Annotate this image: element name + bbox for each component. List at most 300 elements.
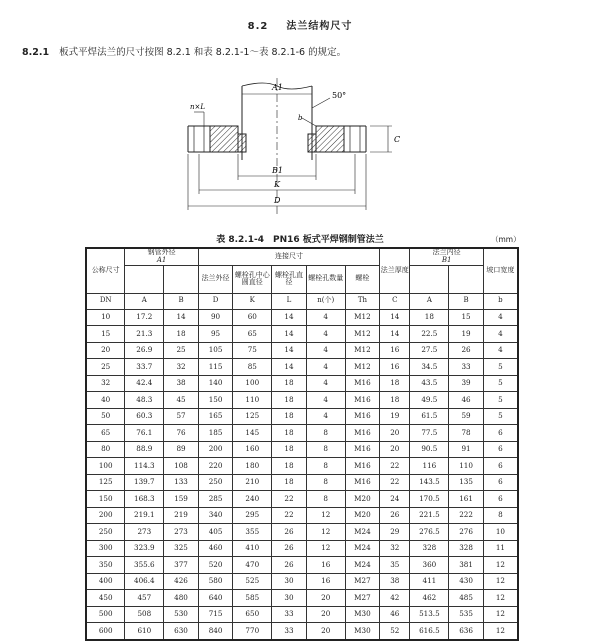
table-cell: 46 [380, 606, 410, 623]
table-cell: 45 [164, 392, 199, 409]
table-cell: 80 [86, 441, 125, 458]
table-cell: 18 [272, 375, 307, 392]
label-b: b [298, 114, 303, 122]
table-cell: 14 [164, 309, 199, 326]
table-cell: 8 [306, 458, 345, 475]
table-cell: 35 [380, 557, 410, 574]
table-row [86, 557, 518, 574]
table-cell: 75 [233, 342, 272, 359]
table-cell: M16 [345, 392, 380, 409]
table-cell: 381 [449, 557, 484, 574]
table-cell: 5 [483, 392, 518, 409]
table-cell: M20 [345, 507, 380, 524]
table-cell: M24 [345, 540, 380, 557]
table-cell: 125 [233, 408, 272, 425]
table-cell: 273 [125, 524, 164, 541]
table-cell: 26.9 [125, 342, 164, 359]
table-cell: 715 [198, 606, 233, 623]
header-flange-od: 法兰外径 [198, 265, 233, 293]
table-cell: 8 [483, 507, 518, 524]
table-cell: 40 [86, 392, 125, 409]
table-cell: 16 [306, 573, 345, 590]
table-cell: 4 [306, 375, 345, 392]
table-cell: 650 [233, 606, 272, 623]
table-cell: 222 [449, 507, 484, 524]
header-nominal: 公称尺寸 [86, 248, 125, 293]
table-cell: 108 [164, 458, 199, 475]
table-cell: 485 [449, 590, 484, 607]
table-row [86, 425, 518, 442]
table-cell: 12 [483, 623, 518, 640]
section-title [0, 17, 600, 32]
table-cell: M30 [345, 606, 380, 623]
table-cell: 5 [483, 408, 518, 425]
table-row [86, 458, 518, 475]
table-cell: M27 [345, 590, 380, 607]
table-cell: 22 [380, 458, 410, 475]
table-cell: 59 [449, 408, 484, 425]
table-cell: 276 [449, 524, 484, 541]
symbol-cell: DN [86, 293, 125, 309]
table-cell: 43.5 [410, 375, 449, 392]
table-cell: 11 [483, 540, 518, 557]
table-cell: 32 [86, 375, 125, 392]
table-cell: M27 [345, 573, 380, 590]
header-bore [410, 248, 483, 265]
table-cell: 33 [272, 623, 307, 640]
table-cell: 25 [164, 342, 199, 359]
table-cell: 20 [306, 623, 345, 640]
table-cell: 405 [198, 524, 233, 541]
table-cell: 16 [306, 557, 345, 574]
table-cell: 4 [306, 408, 345, 425]
header-bore-sub: B1 [441, 255, 452, 264]
label-c: C [394, 135, 401, 144]
table-cell: 4 [306, 392, 345, 409]
table-cell: 42 [380, 590, 410, 607]
table-cell: 4 [306, 309, 345, 326]
label-a1: A1 [272, 83, 283, 92]
symbol-cell: L [272, 293, 307, 309]
table-cell: 100 [86, 458, 125, 475]
table-cell: 46 [449, 392, 484, 409]
table-cell: 26 [449, 342, 484, 359]
table-cell: 91 [449, 441, 484, 458]
table-cell: M16 [345, 408, 380, 425]
table-cell: 5 [483, 359, 518, 376]
table-row [86, 573, 518, 590]
table-cell: 12 [306, 540, 345, 557]
table-cell: 219.1 [125, 507, 164, 524]
table-cell: 4 [483, 326, 518, 343]
table-cell: 430 [449, 573, 484, 590]
symbol-cell: A [125, 293, 164, 309]
table-cell: M24 [345, 557, 380, 574]
table-cell: 20 [86, 342, 125, 359]
table-cell: 240 [233, 491, 272, 508]
table-cell: 340 [198, 507, 233, 524]
table-cell: 8 [306, 491, 345, 508]
table-cell: 8 [306, 474, 345, 491]
table-cell: 143.5 [410, 474, 449, 491]
table-cell: 14 [272, 326, 307, 343]
table-cell: 300 [86, 540, 125, 557]
symbol-cell: n(个) [306, 293, 345, 309]
table-row [86, 309, 518, 326]
table-cell: 170.5 [410, 491, 449, 508]
table-cell: 60 [233, 309, 272, 326]
table-cell: 145 [233, 425, 272, 442]
table-cell: 220 [198, 458, 233, 475]
symbol-cell: K [233, 293, 272, 309]
table-cell: 460 [198, 540, 233, 557]
table-cell: 12 [306, 507, 345, 524]
table-cell: M12 [345, 309, 380, 326]
table-cell: 185 [198, 425, 233, 442]
table-cell: M24 [345, 524, 380, 541]
table-cell: 400 [86, 573, 125, 590]
table-cell: 20 [380, 441, 410, 458]
table-cell: 15 [86, 326, 125, 343]
table-cell: M30 [345, 623, 380, 640]
table-cell: 4 [306, 359, 345, 376]
table-caption: 表 8.2.1-4 PN16 板式平焊钢制管法兰 [216, 235, 384, 245]
table-cell: 273 [164, 524, 199, 541]
symbol-cell: B [164, 293, 199, 309]
table-cell: 33.7 [125, 359, 164, 376]
table-cell: 180 [233, 458, 272, 475]
table-cell: 18 [272, 441, 307, 458]
table-cell: 165 [198, 408, 233, 425]
header-pipe-od [125, 248, 198, 265]
label-nxl: n×L [190, 103, 206, 111]
header-bolt-count: 螺栓孔数量 [306, 265, 345, 293]
table-cell: 14 [272, 309, 307, 326]
table-cell: 426 [164, 573, 199, 590]
table-row [86, 491, 518, 508]
table-cell: 17.2 [125, 309, 164, 326]
table-cell: 85 [233, 359, 272, 376]
table-cell: 457 [125, 590, 164, 607]
table-cell: 125 [86, 474, 125, 491]
table-row [86, 474, 518, 491]
table-cell: M16 [345, 458, 380, 475]
table-cell: 42.4 [125, 375, 164, 392]
table-cell: M16 [345, 474, 380, 491]
table-cell: 22.5 [410, 326, 449, 343]
table-cell: 410 [233, 540, 272, 557]
table-cell: 61.5 [410, 408, 449, 425]
table-cell: 26 [272, 524, 307, 541]
table-cell: 508 [125, 606, 164, 623]
table-cell: 115 [198, 359, 233, 376]
table-cell: 12 [483, 573, 518, 590]
header-thickness: 法兰厚度 [380, 248, 410, 293]
table-cell: 5 [483, 375, 518, 392]
table-cell: 500 [86, 606, 125, 623]
table-cell: 10 [86, 309, 125, 326]
table-cell: 65 [86, 425, 125, 442]
table-row [86, 326, 518, 343]
section-title-text: 法兰结构尺寸 [286, 21, 353, 32]
table-cell: 150 [86, 491, 125, 508]
symbol-cell: D [198, 293, 233, 309]
table-cell: 355.6 [125, 557, 164, 574]
table-cell: 22 [380, 474, 410, 491]
table-cell: 610 [125, 623, 164, 640]
table-cell: 90.5 [410, 441, 449, 458]
table-cell: 18 [380, 375, 410, 392]
table-cell: 135 [449, 474, 484, 491]
table-cell: 6 [483, 458, 518, 475]
table-cell: 328 [410, 540, 449, 557]
table-cell: M12 [345, 342, 380, 359]
table-cell: 200 [198, 441, 233, 458]
table-row [86, 375, 518, 392]
table-cell: 90 [198, 309, 233, 326]
table-cell: 285 [198, 491, 233, 508]
table-cell: 406.4 [125, 573, 164, 590]
table-unit: （mm） [491, 235, 521, 244]
table-cell: 513.5 [410, 606, 449, 623]
label-b1: B1 [272, 166, 283, 175]
table-cell: 22 [272, 491, 307, 508]
label-d: D [274, 196, 281, 205]
table-row [86, 408, 518, 425]
label-angle: 50° [332, 91, 347, 100]
clause-paragraph [22, 44, 346, 58]
table-cell: 360 [410, 557, 449, 574]
table-cell: 33 [449, 359, 484, 376]
table-cell: 640 [198, 590, 233, 607]
table-cell: 76.1 [125, 425, 164, 442]
table-cell: 140 [198, 375, 233, 392]
table-cell: 770 [233, 623, 272, 640]
table-cell: 350 [86, 557, 125, 574]
table-cell: 26 [380, 507, 410, 524]
table-cell: 78 [449, 425, 484, 442]
table-cell: 411 [410, 573, 449, 590]
table-cell: 30 [272, 573, 307, 590]
table-cell: 14 [272, 342, 307, 359]
table-cell: 6 [483, 425, 518, 442]
table-cell: 18 [272, 474, 307, 491]
table-cell: 12 [483, 606, 518, 623]
table-row [86, 590, 518, 607]
table-cell: 65 [233, 326, 272, 343]
symbol-cell: C [380, 293, 410, 309]
table-row [86, 606, 518, 623]
table-cell: 18 [272, 392, 307, 409]
table-cell: 840 [198, 623, 233, 640]
table-cell: 323.9 [125, 540, 164, 557]
flange-table [85, 247, 519, 641]
table-cell: 580 [198, 573, 233, 590]
header-pipe-od-text: 钢管外径 [147, 248, 176, 257]
table-cell: 355 [233, 524, 272, 541]
table-cell: 14 [272, 359, 307, 376]
table-cell: 21.3 [125, 326, 164, 343]
table-cell: 16 [380, 342, 410, 359]
table-cell: 38 [164, 375, 199, 392]
table-cell: 38 [380, 573, 410, 590]
table-cell: 60.3 [125, 408, 164, 425]
symbol-cell: B [449, 293, 484, 309]
header-pipe-a-spacer [125, 265, 164, 293]
table-cell: 30 [272, 590, 307, 607]
table-cell: 6 [483, 491, 518, 508]
table-cell: 210 [233, 474, 272, 491]
table-cell: 520 [198, 557, 233, 574]
header-connect: 连接尺寸 [198, 248, 379, 265]
table-row [86, 441, 518, 458]
table-cell: 133 [164, 474, 199, 491]
table-cell: 450 [86, 590, 125, 607]
table-cell: 12 [306, 524, 345, 541]
table-cell: 14 [380, 326, 410, 343]
table-cell: 4 [306, 342, 345, 359]
table-cell: 95 [198, 326, 233, 343]
table-cell: 8 [306, 425, 345, 442]
table-cell: 12 [483, 557, 518, 574]
table-row [86, 540, 518, 557]
table-cell: 462 [410, 590, 449, 607]
table-cell: 6 [483, 441, 518, 458]
table-cell: 19 [380, 408, 410, 425]
table-cell: 4 [306, 326, 345, 343]
table-cell: 39 [449, 375, 484, 392]
table-cell: 16 [380, 359, 410, 376]
table-cell: 24 [380, 491, 410, 508]
table-row [86, 623, 518, 640]
table-cell: 250 [86, 524, 125, 541]
table-row [86, 359, 518, 376]
table-cell: 530 [164, 606, 199, 623]
table-cell: 150 [198, 392, 233, 409]
table-cell: 18 [410, 309, 449, 326]
table-cell: M12 [345, 359, 380, 376]
header-pipe-od-sub: A1 [156, 255, 167, 264]
table-cell: M16 [345, 425, 380, 442]
header-bore-b-spacer [449, 265, 484, 293]
table-cell: 18 [380, 392, 410, 409]
table-cell: 328 [449, 540, 484, 557]
table-cell: M16 [345, 441, 380, 458]
table-cell: 161 [449, 491, 484, 508]
table-row [86, 507, 518, 524]
table-cell: 616.5 [410, 623, 449, 640]
table-cell: 105 [198, 342, 233, 359]
table-cell: 89 [164, 441, 199, 458]
table-cell: 221.5 [410, 507, 449, 524]
table-cell: 25 [86, 359, 125, 376]
table-cell: 630 [164, 623, 199, 640]
table-cell: 600 [86, 623, 125, 640]
table-cell: 139.7 [125, 474, 164, 491]
table-cell: 100 [233, 375, 272, 392]
table-cell: 76 [164, 425, 199, 442]
table-cell: 18 [272, 458, 307, 475]
table-cell: 34.5 [410, 359, 449, 376]
table-row [86, 392, 518, 409]
symbol-cell: A [410, 293, 449, 309]
table-cell: M20 [345, 491, 380, 508]
table-cell: 57 [164, 408, 199, 425]
table-cell: 6 [483, 474, 518, 491]
table-cell: 20 [306, 606, 345, 623]
table-cell: 48.3 [125, 392, 164, 409]
table-cell: M16 [345, 375, 380, 392]
clause-text: 板式平焊法兰的尺寸按图 8.2.1 和表 8.2.1-1～表 8.2.1-6 的规定。 [59, 47, 347, 58]
table-cell: 4 [483, 309, 518, 326]
table-cell: 250 [198, 474, 233, 491]
table-cell: 14 [380, 309, 410, 326]
table-cell: 19 [449, 326, 484, 343]
header-pipe-b-spacer [164, 265, 199, 293]
table-cell: 88.9 [125, 441, 164, 458]
table-cell: 160 [233, 441, 272, 458]
table-cell: 18 [164, 326, 199, 343]
table-cell: 535 [449, 606, 484, 623]
table-cell: 33 [272, 606, 307, 623]
table-cell: 159 [164, 491, 199, 508]
table-cell: 18 [272, 408, 307, 425]
table-cell: 110 [233, 392, 272, 409]
table-cell: 50 [86, 408, 125, 425]
header-bolt-circle: 螺栓孔中心圆直径 [233, 265, 272, 293]
table-cell: 15 [449, 309, 484, 326]
flange-drawing [180, 76, 430, 221]
header-bolt-hole: 螺栓孔直径 [272, 265, 307, 293]
clause-number: 8.2.1 [22, 47, 50, 58]
symbol-cell: Th [345, 293, 380, 309]
table-cell: 110 [449, 458, 484, 475]
table-cell: 168.3 [125, 491, 164, 508]
table-cell: 636 [449, 623, 484, 640]
header-weld: 坡口宽度 [483, 248, 518, 293]
header-bore-a-spacer [410, 265, 449, 293]
table-cell: 116 [410, 458, 449, 475]
table-cell: 8 [306, 441, 345, 458]
symbol-row [86, 293, 518, 309]
table-row [86, 342, 518, 359]
section-number: 8.2 [247, 21, 269, 32]
table-cell: 4 [483, 342, 518, 359]
header-bolt: 螺栓 [345, 265, 380, 293]
table-cell: 114.3 [125, 458, 164, 475]
table-cell: 470 [233, 557, 272, 574]
table-cell: M12 [345, 326, 380, 343]
table-cell: 26 [272, 540, 307, 557]
symbol-cell: b [483, 293, 518, 309]
table-row [86, 524, 518, 541]
table-cell: 77.5 [410, 425, 449, 442]
table-cell: 585 [233, 590, 272, 607]
table-cell: 22 [272, 507, 307, 524]
table-cell: 20 [380, 425, 410, 442]
table-cell: 295 [233, 507, 272, 524]
label-k: K [274, 180, 280, 189]
table-cell: 49.5 [410, 392, 449, 409]
table-body [86, 309, 518, 640]
table-cell: 200 [86, 507, 125, 524]
table-cell: 29 [380, 524, 410, 541]
header-bore-text: 法兰内径 [432, 248, 461, 257]
table-cell: 325 [164, 540, 199, 557]
table-cell: 26 [272, 557, 307, 574]
table-cell: 525 [233, 573, 272, 590]
table-cell: 32 [164, 359, 199, 376]
